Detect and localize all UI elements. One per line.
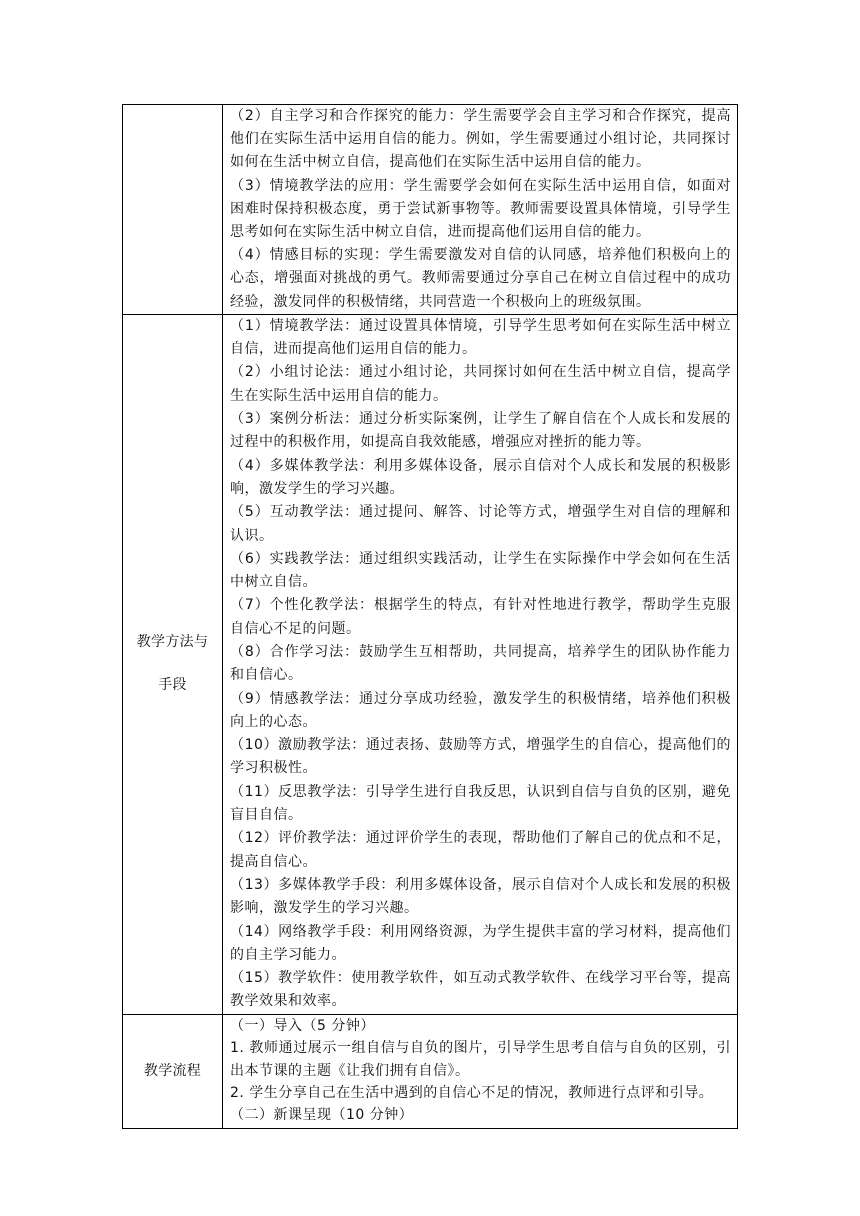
content-paragraph: 1. 教师通过展示一组自信与自负的图片，引导学生思考自信与自负的区别，引出本节课的主题《让我们拥有自信》。 xyxy=(230,1040,731,1079)
lesson-plan-table xyxy=(122,104,738,1129)
row-content-cell xyxy=(223,314,738,1014)
content-paragraph: （1）情境教学法：通过设置具体情境，引导学生思考如何在实际生活中树立自信，进而提高他们运用自信的能力。 xyxy=(230,317,731,358)
row-label-cell xyxy=(123,1014,223,1128)
table-row xyxy=(123,1014,738,1128)
section-heading: （二）新课呈现（10 分钟） xyxy=(230,1107,414,1124)
content-paragraph: （12）评价教学法：通过评价学生的表现，帮助他们了解自己的优点和不足，提高自信心。 xyxy=(230,830,731,870)
row-label: 教学流程 xyxy=(143,1062,202,1079)
table-row xyxy=(123,105,738,315)
section-heading: （一）导入（5 分钟） xyxy=(230,1017,375,1034)
content-paragraph: （7）个性化教学法：根据学生的特点，有针对性地进行教学，帮助学生克服自信心不足的问题。 xyxy=(230,597,731,637)
content-paragraph: （2）自主学习和合作探究的能力：学生需要学会自主学习和合作探究，提高他们在实际生活中运用自信的能力。例如，学生需要通过小组讨论，共同探讨如何在生活中树立自信，提高他们在实际生活中运用自信的能力。 xyxy=(230,108,731,171)
content-paragraph: （10）激励教学法：通过表扬、鼓励等方式，增强学生的自信心，提高他们的学习积极性。 xyxy=(230,737,731,777)
content-paragraph: （6）实践教学法：通过组织实践活动，让学生在实际操作中学会如何在生活中树立自信。 xyxy=(230,550,731,591)
row-label-cell xyxy=(123,314,223,1014)
content-paragraph: （13）多媒体教学手段：利用多媒体设备，展示自信对个人成长和发展的积极影响，激发学生的学习兴趣。 xyxy=(230,876,731,917)
content-paragraph: （2）小组讨论法：通过小组讨论，共同探讨如何在生活中树立自信，提高学生在实际生活中运用自信的能力。 xyxy=(230,364,731,404)
content-paragraph: （14）网络教学手段：利用网络资源，为学生提供丰富的学习材料，提高他们的自主学习能力。 xyxy=(230,923,731,963)
content-paragraph: （5）互动教学法：通过提问、解答、讨论等方式，增强学生对自信的理解和认识。 xyxy=(230,504,731,544)
row-content-cell xyxy=(223,1014,738,1128)
table-row xyxy=(123,314,738,1014)
content-paragraph: 2. 学生分享自己在生活中遇到的自信心不足的情况，教师进行点评和引导。 xyxy=(230,1084,714,1101)
row-label-line: 手段 xyxy=(158,677,187,694)
content-paragraph: （4）多媒体教学法：利用多媒体设备，展示自信对个人成长和发展的积极影响，激发学生的学习兴趣。 xyxy=(230,457,731,497)
row-label-cell xyxy=(123,105,223,315)
content-paragraph: （15）教学软件：使用教学软件，如互动式教学软件、在线学习平台等，提高教学效果和效率。 xyxy=(230,970,731,1010)
content-paragraph: （11）反思教学法：引导学生进行自我反思，认识到自信与自负的区别，避免盲目自信。 xyxy=(230,783,731,824)
row-content-cell xyxy=(223,105,738,315)
content-paragraph: （4）情感目标的实现：学生需要激发对自信的认同感，培养他们积极向上的心态，增强面对挑战的勇气。教师需要通过分享自己在树立自信过程中的成功经验，激发同伴的积极情绪，共同营造一个积极向上的班级氛围。 xyxy=(230,247,731,310)
row-label-line: 教学方法与 xyxy=(136,634,209,651)
content-paragraph: （3）案例分析法：通过分析实际案例，让学生了解自信在个人成长和发展的过程中的积极作用，如提高自我效能感，增强应对挫折的能力等。 xyxy=(230,411,731,451)
content-paragraph: （9）情感教学法：通过分享成功经验，激发学生的积极情绪，培养他们积极向上的心态。 xyxy=(230,690,731,730)
content-paragraph: （3）情境教学法的应用：学生需要学会如何在实际生活中运用自信，如面对困难时保持积极态度，勇于尝试新事物等。教师需要设置具体情境，引导学生思考如何在实际生活中树立自信，进而提高他们运用自信的能力。 xyxy=(230,177,731,241)
content-paragraph: （8）合作学习法：鼓励学生互相帮助，共同提高，培养学生的团队协作能力和自信心。 xyxy=(230,643,731,684)
